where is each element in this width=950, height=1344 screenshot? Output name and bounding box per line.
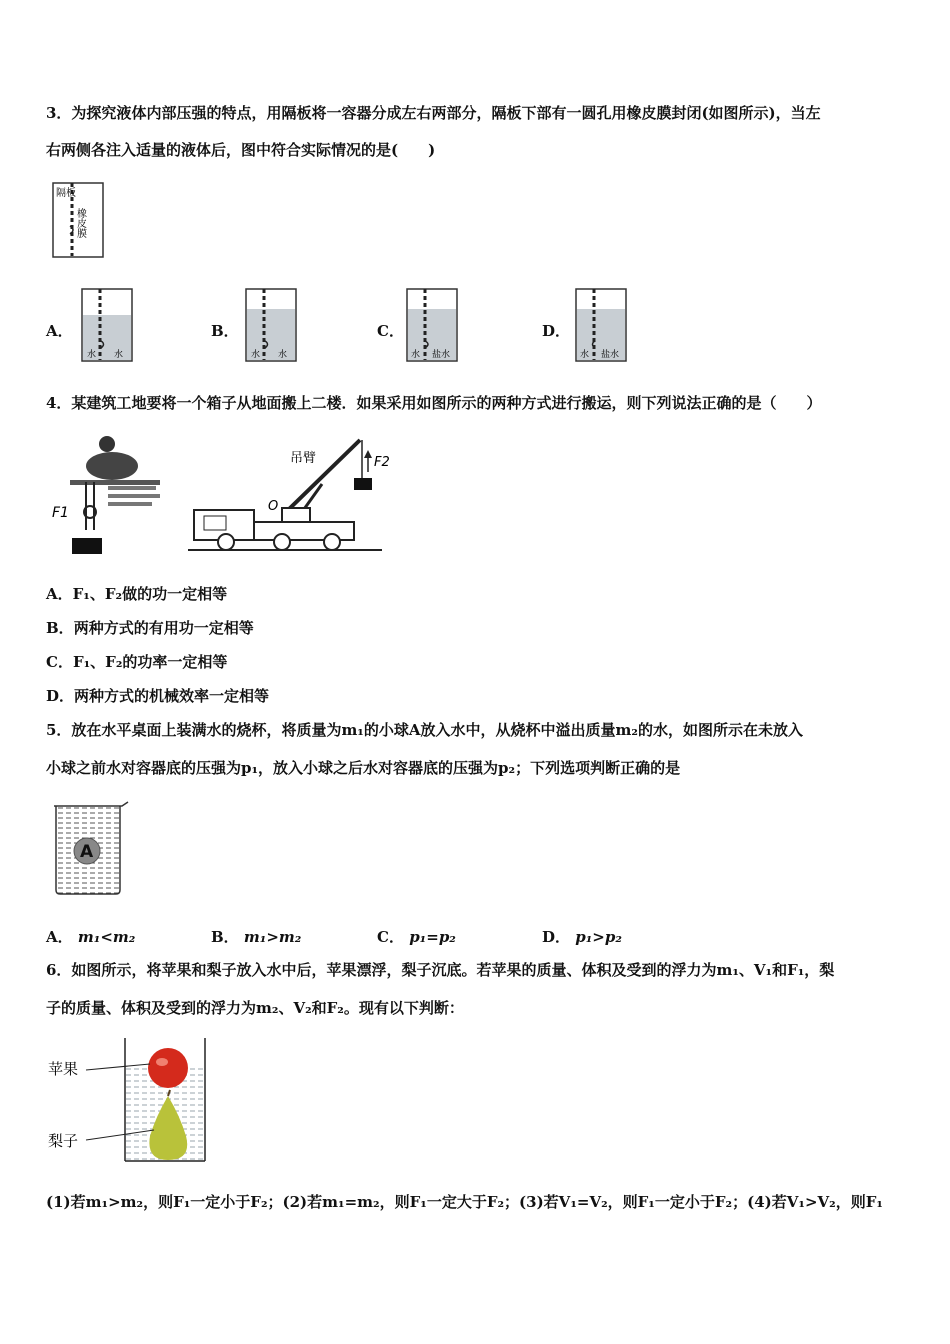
q3-option-a-figure — [80, 287, 136, 365]
q5-option-d[interactable] — [542, 927, 622, 947]
q5-option-b-text: m₁>m₂ — [243, 928, 302, 946]
q6-label-apple: 苹果 — [48, 1060, 79, 1078]
q4-label-f2: F2 — [374, 455, 390, 470]
q3-a-right-liquid: 水 — [114, 350, 124, 360]
q5-option-c[interactable] — [377, 927, 456, 947]
q4-option-a-text: F₁、F₂做的功一定相等 — [72, 585, 228, 603]
q3-option-a-letter[interactable]: A． — [46, 322, 73, 340]
q3-b-right-liquid: 水 — [278, 350, 288, 360]
q4-option-c[interactable] — [46, 652, 227, 672]
q4-label-f1: F1 — [52, 505, 69, 521]
q5-ball-label: A — [80, 842, 94, 862]
q5-option-a-letter: A． — [46, 928, 73, 946]
q5-stem-line1: 5．放在水平桌面上装满水的烧杯，将质量为m₁的小球A放入水中，从烧杯中溢出质量m₂的水，如图所示在未放入 — [46, 721, 803, 739]
q6-judgements: (1)若m₁>m₂，则F₁一定小于F₂；(2)若m₁=m₂，则F₁一定大于F₂；(3)若V₁=V₂，则F₁一定小于F₂；(4)若V₁>V₂，则F₁ — [46, 1193, 883, 1211]
q3-option-c-figure — [405, 287, 461, 365]
q4-option-a-letter: A． — [46, 585, 73, 603]
q4-option-d-text: 两种方式的机械效率一定相等 — [74, 687, 270, 705]
q5-option-a-text: m₁<m₂ — [77, 928, 136, 946]
q5-option-d-text: p₁>p₂ — [575, 928, 622, 946]
q3-c-left-liquid: 水 — [411, 350, 421, 360]
q4-option-c-letter: C． — [46, 653, 73, 671]
apple — [148, 1048, 188, 1088]
q3-stem-line2: 右两侧各注入适量的液体后，图中符合实际情况的是( ) — [46, 141, 436, 159]
q5-option-c-letter: C． — [377, 928, 404, 946]
q5-beaker-figure — [50, 800, 132, 898]
q5-stem-line2: 小球之前水对容器底的压强为p₁，放入小球之后水对容器底的压强为p₂；下列选项判断正确的是 — [46, 759, 681, 777]
q3-a-left-liquid: 水 — [87, 350, 97, 360]
q3-option-b-figure — [244, 287, 300, 365]
q6-label-pear: 梨子 — [48, 1132, 79, 1150]
q3-b-left-liquid: 水 — [251, 350, 261, 360]
q3-c-right-liquid: 盐水 — [432, 350, 451, 360]
q4-option-a[interactable] — [46, 584, 227, 604]
q5-option-c-text: p₁=p₂ — [409, 928, 456, 946]
q3-option-b-letter[interactable]: B． — [211, 322, 239, 340]
q6-stem-line1: 6．如图所示，将苹果和梨子放入水中后，苹果漂浮，梨子沉底。若苹果的质量、体积及受到的浮力为m₁、V₁和F₁，梨 — [46, 961, 835, 979]
q3-option-d-letter[interactable]: D． — [542, 322, 571, 340]
q4-option-b-text: 两种方式的有用功一定相等 — [73, 619, 254, 637]
q4-option-d[interactable] — [46, 686, 269, 706]
q4-crane-figure — [182, 432, 388, 558]
q4-option-b-letter: B． — [46, 619, 74, 637]
q3-d-right-liquid: 盐水 — [601, 350, 620, 360]
q5-option-b[interactable] — [211, 927, 301, 947]
q3-stem-line1: 3．为探究液体内部压强的特点，用隔板将一容器分成左右两部分，隔板下部有一圆孔用橡皮膜封闭(如图所示)，当左 — [46, 104, 821, 122]
q3-setup-figure — [50, 180, 110, 260]
q6-stem-line2: 子的质量、体积及受到的浮力为m₂、V₂和F₂。现有以下判断： — [46, 999, 464, 1017]
q3-d-left-liquid: 水 — [580, 350, 590, 360]
q4-label-o: O — [268, 499, 279, 514]
q3-label-partition: 隔板 — [56, 188, 76, 199]
q3-option-c-letter[interactable]: C． — [377, 322, 404, 340]
q5-option-b-letter: B． — [211, 928, 239, 946]
q4-option-d-letter: D． — [46, 687, 75, 705]
q5-option-d-letter: D． — [542, 928, 571, 946]
q6-fruit-figure — [46, 1036, 212, 1166]
q3-label-membrane: 橡皮膜 — [74, 208, 86, 238]
q4-option-b[interactable] — [46, 618, 254, 638]
q4-stem: 4．某建筑工地要将一个箱子从地面搬上二楼．如果采用如图所示的两种方式进行搬运，则下列说法正确的是（ ） — [46, 394, 822, 412]
q4-label-arm: 吊臂 — [290, 451, 317, 466]
q3-option-d-figure — [574, 287, 630, 365]
q4-worker-figure — [50, 432, 166, 556]
q5-option-a[interactable] — [46, 927, 135, 947]
q4-option-c-text: F₁、F₂的功率一定相等 — [72, 653, 228, 671]
